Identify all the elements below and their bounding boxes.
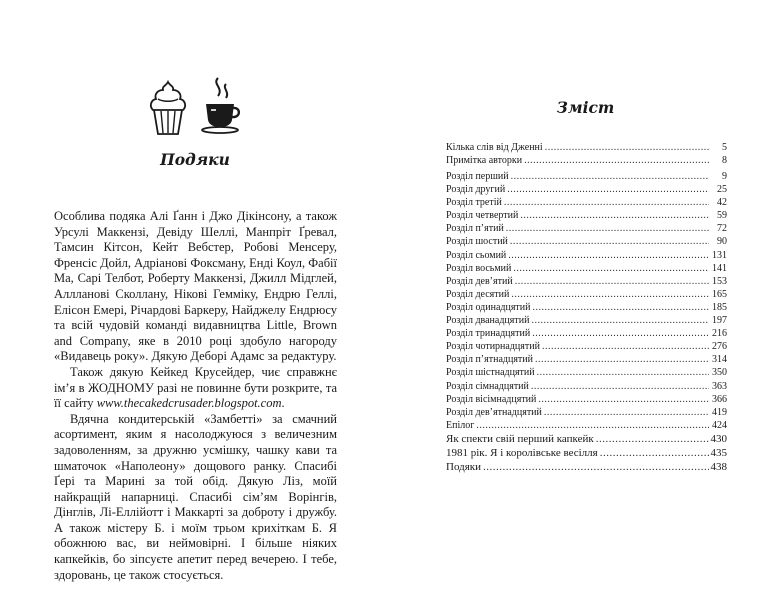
- toc-entry-title: Розділ сімнадцятий: [446, 380, 529, 392]
- toc-leader: [476, 419, 709, 432]
- toc-entry[interactable]: [446, 209, 727, 222]
- toc-entry-title: Розділ шостий: [446, 236, 508, 248]
- toc-entry-page: 350: [712, 367, 727, 379]
- toc-entry[interactable]: [446, 170, 727, 183]
- toc-leader: [596, 432, 709, 446]
- toc-leader: [544, 406, 709, 419]
- toc-intro: [446, 141, 727, 167]
- toc-leader: [507, 183, 709, 196]
- toc-entry-title: Подяки: [446, 461, 482, 473]
- toc-leader: [545, 141, 709, 154]
- toc-entry-title: Розділ п’ятнадцятий: [446, 354, 533, 366]
- toc-entry[interactable]: [446, 141, 727, 154]
- cupcake-icon: [148, 80, 188, 138]
- toc-entry[interactable]: [446, 314, 727, 327]
- toc-entry-title: Розділ шістнадцятий: [446, 367, 535, 379]
- toc-entry-title: Кілька слів від Дженні: [446, 142, 543, 153]
- toc-entry-page: 438: [710, 461, 727, 473]
- toc-entry-title: Розділ одинадцятий: [446, 301, 531, 313]
- toc-entry-title: Епілог: [446, 419, 475, 431]
- toc-entry-title: Розділ сьомий: [446, 249, 507, 261]
- toc-entry-page: 141: [712, 262, 727, 274]
- toc-leader: [511, 170, 709, 183]
- paragraph: Вдячна кондитерській «Замбетті» за смачний асортимент, яким я насолоджуюся з величезним задоволенням, за дружню усмішку, чашку кави та шматочок «Наполеону» дощового ранку. Спасибі Ґері та Марині за той обід. Дякую Ліз, моїй найкращій напарниці. Спасибі сім’ям Ворінгів, Дінглів, Лі-Еллійотт і Маккарті за доброту і дружбу. А також містеру Б. і моїм трьом крихіткам Б. Я обожнюю вас, ви неймовірні. І більше ніяких капкейків, бо зіпсуєте апетит перед вечерею. І тебе, здоровань, це також стосується.: [54, 411, 337, 582]
- toc-leader: [531, 380, 709, 393]
- toc-leader: [510, 235, 709, 248]
- toc-leader: [531, 314, 709, 327]
- punctuation: .: [281, 396, 285, 411]
- toc-entry-page: 216: [712, 328, 727, 340]
- toc-entry-page: 185: [712, 301, 727, 313]
- coffee-cup-icon: [200, 74, 246, 134]
- toc-entry-page: 8: [722, 155, 727, 167]
- toc-leader: [533, 301, 710, 314]
- toc-entry-page: 197: [712, 315, 727, 327]
- toc-leader: [508, 249, 709, 262]
- toc-entry-title: Розділ п’ятий: [446, 223, 504, 235]
- website-link[interactable]: www.thecakedcrusader.blogspot.com: [96, 396, 282, 411]
- toc-entry-page: 90: [717, 236, 727, 248]
- toc-entry-title: Розділ вісімнадцятий: [446, 393, 537, 405]
- toc-entry[interactable]: [446, 419, 727, 432]
- toc-leader: [511, 288, 709, 301]
- toc-leader: [524, 154, 709, 167]
- toc-entry-page: 363: [712, 380, 727, 392]
- toc-extras: [446, 432, 727, 474]
- toc-entry[interactable]: [446, 235, 727, 248]
- toc-entry[interactable]: [446, 406, 727, 419]
- toc-entry-title: Розділ чотирнадцятий: [446, 341, 540, 353]
- toc-entry-page: 72: [717, 223, 727, 235]
- toc-entry[interactable]: [446, 183, 727, 196]
- toc-entry-page: 435: [710, 447, 727, 459]
- toc-entry-page: 314: [712, 354, 727, 366]
- toc-entry[interactable]: [446, 393, 727, 406]
- toc-entry-page: 419: [712, 406, 727, 418]
- toc-entry-page: 25: [717, 184, 727, 196]
- toc-leader: [538, 393, 709, 406]
- toc-entry-page: 165: [712, 288, 727, 300]
- toc-entry-title: Розділ дев’ятнадцятий: [446, 406, 542, 418]
- toc-entry-title: Розділ восьмий: [446, 262, 512, 274]
- toc-entry-page: 424: [712, 419, 727, 431]
- toc-entry-title: Розділ перший: [446, 171, 509, 182]
- toc-leader: [515, 275, 709, 288]
- toc-leader: [600, 446, 709, 460]
- right-page: [390, 0, 781, 599]
- toc-entry-title: Розділ дванадцятий: [446, 315, 530, 327]
- toc-entry[interactable]: [446, 380, 727, 393]
- toc-entry[interactable]: [446, 460, 727, 474]
- toc-entry-page: 153: [712, 275, 727, 287]
- toc-entry[interactable]: [446, 432, 727, 446]
- toc-leader: [542, 340, 709, 353]
- toc-entry[interactable]: [446, 275, 727, 288]
- toc-entry[interactable]: [446, 249, 727, 262]
- left-page: [0, 0, 390, 599]
- decorative-icons: [148, 70, 248, 140]
- toc-entry-page: 5: [722, 142, 727, 153]
- toc-entry-page: 42: [717, 197, 727, 209]
- toc-entry-title: 1981 рік. Я і королівське весілля: [446, 447, 598, 459]
- toc-entry[interactable]: [446, 327, 727, 340]
- toc-entry[interactable]: [446, 353, 727, 366]
- toc-leader: [504, 196, 709, 209]
- toc-entry[interactable]: [446, 288, 727, 301]
- toc-entry[interactable]: [446, 301, 727, 314]
- toc-entry-title: Примітка авторки: [446, 155, 523, 167]
- toc-leader: [537, 366, 709, 379]
- toc-entry[interactable]: [446, 366, 727, 379]
- toc-entry-title: Розділ третій: [446, 197, 502, 209]
- toc-entry-title: Як спекти свій перший капкейк: [446, 433, 594, 445]
- toc-entry-page: 9: [722, 171, 727, 182]
- toc-entry-page: 276: [712, 341, 727, 353]
- toc-entry-title: Розділ четвертий: [446, 210, 519, 222]
- paragraph-text: Також дякую Кейкед Крусейдер, чиє справжнє ім’я в ЖОДНОМУ разі не повинне бути розкрите, та її сайту: [54, 364, 337, 411]
- toc-leader: [532, 327, 709, 340]
- toc-chapters: [446, 170, 727, 432]
- paragraph: Особлива подяка Алі Ґанн і Джо Дікінсону, а також Урсулі Маккензі, Девіду Шеллі, Манпріт Ґревал, Тамсин Кітсон, Кейт Вебстер, Робові Менсеру, Френсіс Дойл, Адріанові Фоксману, Енді Коул, Фабії Ма, Сарі Телбот, Роберту Маккензі, Джилл Мідглей, Аллланові Сколлану, Нікові Гемміку, Ендрю Геллі, Елісон Емері, Річардові Баркеру, Найджелу Ендрюсу та всій чудовій команді видавництва Little, Brown and Company, яке в 2010 році здобуло нагороду «Видавець року». Дякую Деборі Адамс за редактуру.: [54, 209, 337, 364]
- toc-entry-page: 59: [717, 210, 727, 222]
- toc-entry[interactable]: [446, 340, 727, 353]
- toc-entry-title: Розділ десятий: [446, 288, 510, 300]
- toc-leader: [535, 353, 709, 366]
- toc-entry[interactable]: [446, 446, 727, 460]
- toc-entry-page: 131: [712, 249, 727, 261]
- paragraph: [54, 365, 337, 412]
- toc-entry[interactable]: [446, 262, 727, 275]
- toc-entry[interactable]: [446, 222, 727, 235]
- toc-entry-title: Розділ дев’ятий: [446, 275, 513, 287]
- toc-entry[interactable]: [446, 154, 727, 167]
- acknowledgements-text: [54, 209, 337, 583]
- toc-entry-title: Розділ тринадцятий: [446, 328, 531, 340]
- toc-title: Зміст: [556, 98, 615, 117]
- toc-leader: [513, 262, 709, 275]
- toc-entry-page: 430: [710, 433, 727, 445]
- toc-leader: [520, 209, 709, 222]
- toc-leader: [506, 222, 709, 235]
- page-title: Подяки: [160, 150, 230, 169]
- toc-entry-title: Розділ другий: [446, 184, 506, 196]
- toc-entry[interactable]: [446, 196, 727, 209]
- toc-leader: [483, 460, 708, 474]
- toc-entry-page: 366: [712, 393, 727, 405]
